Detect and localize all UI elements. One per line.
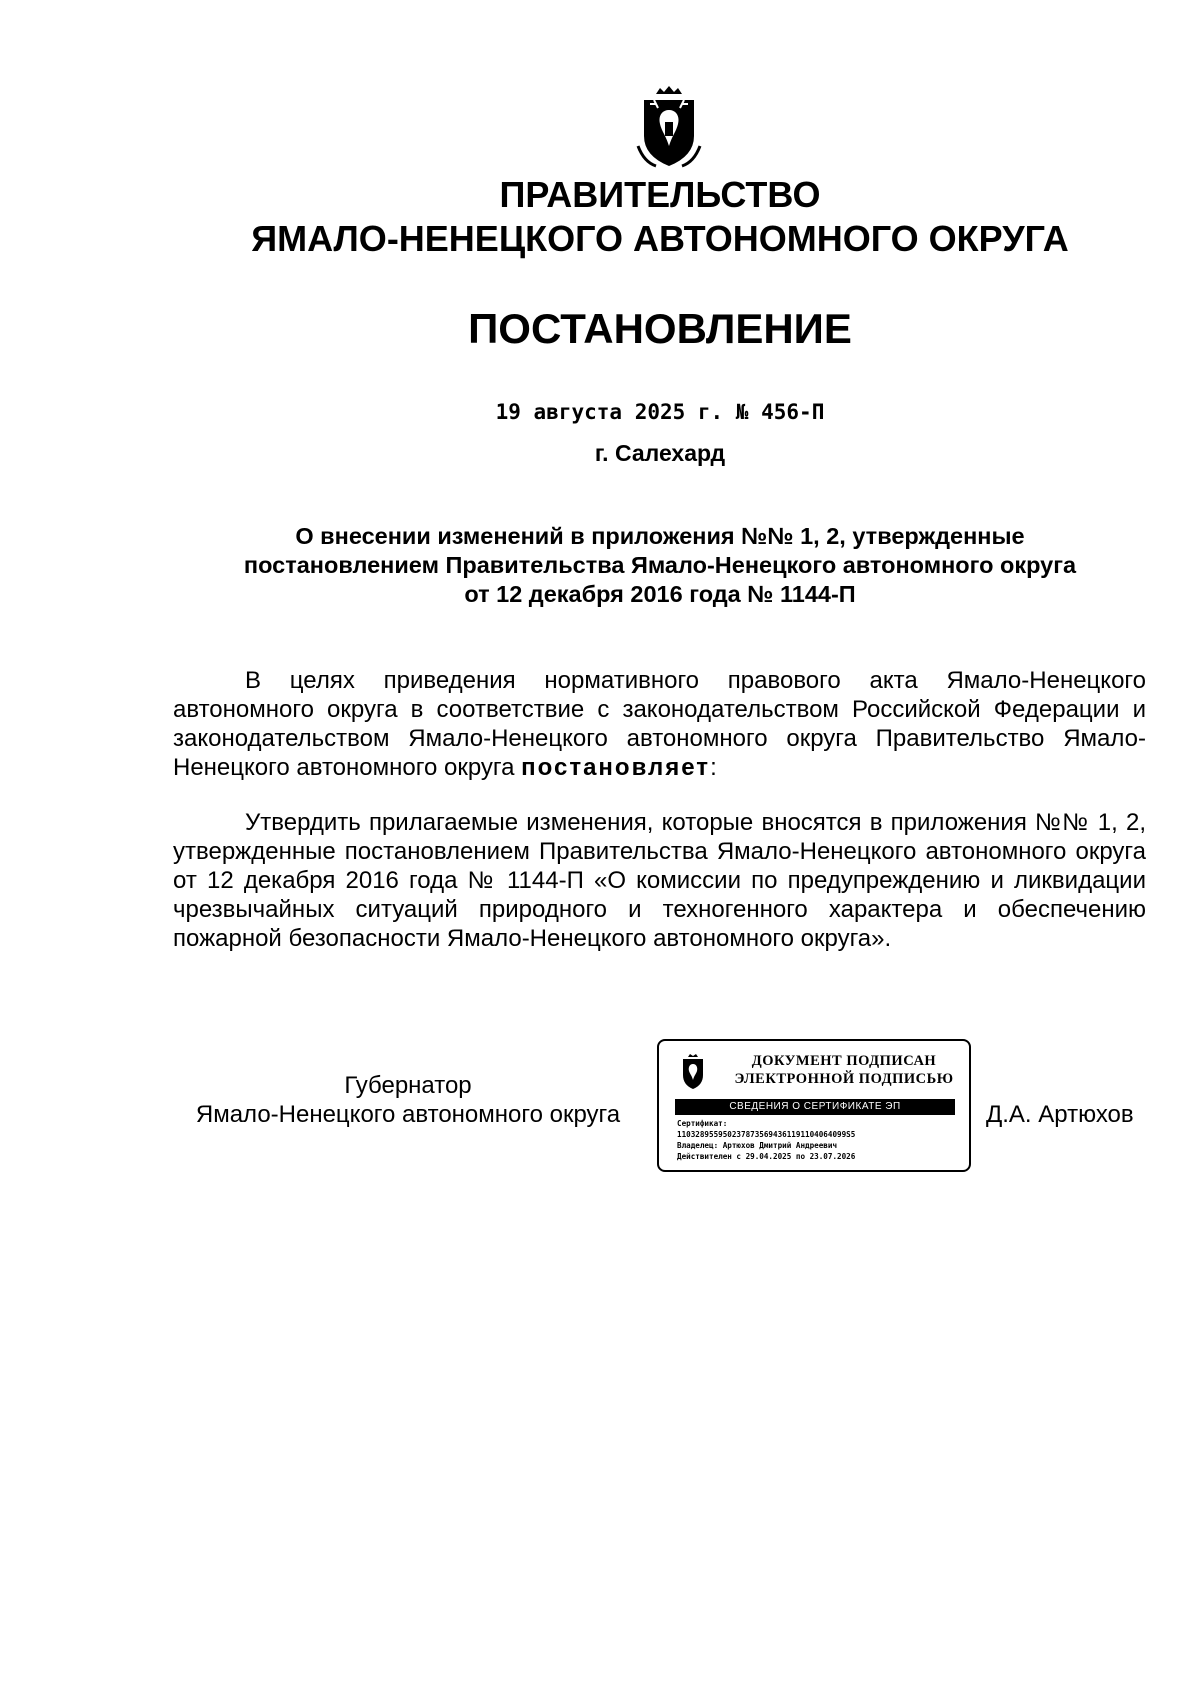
organization-name-line1: ПРАВИТЕЛЬСТВО (499, 174, 821, 215)
signer-title-line1: Губернатор (344, 1072, 472, 1099)
stamp-coat-of-arms-icon (679, 1053, 707, 1091)
preamble-paragraph (173, 666, 1146, 782)
signer-title-line2: Ямало-Ненецкого автономного округа (195, 1101, 621, 1128)
stamp-cert-number: 1103289559502378735694361191104064099S5 (677, 1130, 856, 1139)
document-type-title: ПОСТАНОВЛЕНИЕ (468, 305, 852, 352)
stamp-heading-line2: ЭЛЕКТРОННОЙ ПОДПИСЬЮ (734, 1071, 954, 1087)
resolution-keyword: постановляет (521, 754, 711, 781)
subject-line2: постановлением Правительства Ямало-Ненецкого автономного округа (243, 552, 1077, 578)
signer-name: Д.А. Артюхов (986, 1101, 1134, 1128)
coat-of-arms-icon (636, 86, 702, 170)
stamp-owner: Владелец: Артюхов Дмитрий Андреевич (677, 1141, 838, 1150)
stamp-validity: Действителен с 29.04.2025 по 23.07.2026 (677, 1152, 856, 1161)
document-city: г. Салехард (594, 440, 726, 466)
stamp-heading-line1: ДОКУМЕНТ ПОДПИСАН (751, 1053, 937, 1069)
subject-line3: от 12 декабря 2016 года № 1144-П (464, 581, 856, 607)
stamp-cert-label: Сертификат: (677, 1119, 728, 1128)
organization-name-line2: ЯМАЛО-НЕНЕЦКОГО АВТОНОМНОГО ОКРУГА (251, 218, 1069, 259)
subject-line1: О внесении изменений в приложения №№ 1, 2, утвержденные (295, 523, 1025, 549)
preamble-end: : (710, 754, 717, 781)
document-subject (170, 522, 1150, 609)
electronic-signature-stamp (657, 1039, 971, 1172)
resolution-paragraph: Утвердить прилагаемые изменения, которые вносятся в приложения №№ 1, 2, утвержденные постановлением Правительства Ямало-Ненецкого автономного округа от 12 декабря 2016 года № 1144-П «О комиссии по предупреждению и ликвидации чрезвычайных ситуаций природного и техногенного характера и обеспечению пожарной безопасности Ямало-Ненецкого автономного округа». (173, 809, 1146, 952)
signer-title (173, 1071, 643, 1129)
stamp-certificate-bar: СВЕДЕНИЯ О СЕРТИФИКАТЕ ЭП (675, 1099, 955, 1115)
preamble-text: В целях приведения нормативного правового акта Ямало-Ненецкого автономного округа в соответствие с законодательством Российской Федерации и законодательством Ямало-Ненецкого автономного округа Правительство Ямало-Ненецкого автономного округа (173, 667, 1146, 781)
document-date-number: 19 августа 2025 г. № 456-П (495, 400, 825, 424)
